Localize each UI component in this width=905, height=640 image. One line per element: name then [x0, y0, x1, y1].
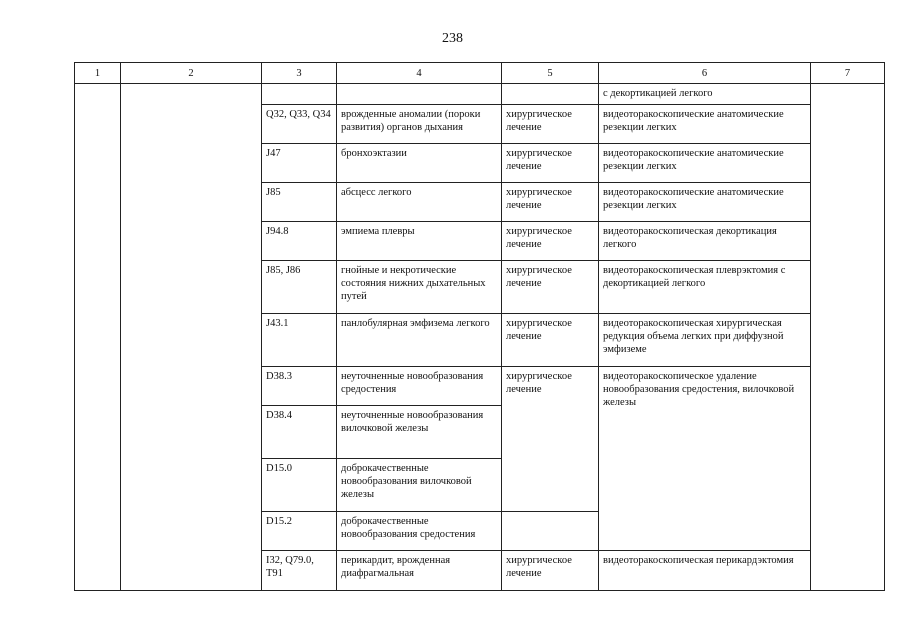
diagnosis-cell: панлобулярная эмфизема легкого: [337, 314, 502, 367]
column-2-cell: [121, 84, 262, 591]
treatment-cell: хирургическое лечение: [502, 222, 599, 261]
diagnosis-cell: неуточненные новообразования вилочковой железы: [337, 406, 502, 459]
code-cell: D38.3: [262, 367, 337, 406]
method-cell: видеоторакоскопическая плеврэктомия с декортикацией легкого: [599, 261, 811, 314]
column-1-cell: [75, 84, 121, 591]
code-cell: D15.0: [262, 459, 337, 512]
method-cell: видеоторакоскопические анатомические резекции легких: [599, 183, 811, 222]
treatment-cell: хирургическое лечение: [502, 551, 599, 591]
header-row: [75, 63, 885, 84]
method-cell: видеоторакоскопическая перикардэктомия: [599, 551, 811, 591]
diagnosis-cell: перикардит, врожденная диафрагмальная: [337, 551, 502, 591]
method-cell: видеоторакоскопические анатомические резекции легких: [599, 105, 811, 144]
code-cell: J85, J86: [262, 261, 337, 314]
column-7-cell: [811, 84, 885, 591]
table-row: [75, 84, 885, 105]
treatment-cell: хирургическое лечение: [502, 144, 599, 183]
diagnosis-cell: доброкачественные новообразования средостения: [337, 512, 502, 551]
header-cell: 6: [599, 63, 811, 84]
code-cell: D38.4: [262, 406, 337, 459]
treatment-cell: хирургическое лечение: [502, 261, 599, 314]
diagnosis-cell: [337, 84, 502, 105]
header-cell: 1: [75, 63, 121, 84]
header-cell: 7: [811, 63, 885, 84]
treatment-cell: хирургическое лечение: [502, 105, 599, 144]
page-number: 238: [442, 31, 463, 46]
code-cell: J47: [262, 144, 337, 183]
diagnosis-cell: врожденные аномалии (пороки развития) органов дыхания: [337, 105, 502, 144]
diagnosis-cell: бронхоэктазии: [337, 144, 502, 183]
treatment-cell: хирургическое лечение: [502, 314, 599, 367]
method-cell: видеоторакоскопические анатомические резекции легких: [599, 144, 811, 183]
treatment-cell: [502, 84, 599, 105]
method-cell: видеоторакоскопическая декортикация легкого: [599, 222, 811, 261]
treatment-cell: хирургическое лечение: [502, 183, 599, 222]
code-cell: D15.2: [262, 512, 337, 551]
diagnosis-cell: неуточненные новообразования средостения: [337, 367, 502, 406]
method-cell: видеоторакоскопическое удаление новообразования средостения, вилочковой железы: [599, 367, 811, 551]
diagnosis-cell: абсцесс легкого: [337, 183, 502, 222]
empty-cell: [502, 512, 599, 551]
code-cell: I32, Q79.0, T91: [262, 551, 337, 591]
header-cell: 3: [262, 63, 337, 84]
diagnosis-cell: гнойные и некротические состояния нижних дыхательных путей: [337, 261, 502, 314]
header-cell: 5: [502, 63, 599, 84]
code-cell: Q32, Q33, Q34: [262, 105, 337, 144]
code-cell: J43.1: [262, 314, 337, 367]
header-cell: 4: [337, 63, 502, 84]
code-cell: [262, 84, 337, 105]
code-cell: J94.8: [262, 222, 337, 261]
method-cell: видеоторакоскопическая хирургическая редукция объема легких при диффузной эмфиземе: [599, 314, 811, 367]
code-cell: J85: [262, 183, 337, 222]
medical-procedures-table: [74, 62, 885, 591]
diagnosis-cell: доброкачественные новообразования вилочковой железы: [337, 459, 502, 512]
diagnosis-cell: эмпиема плевры: [337, 222, 502, 261]
header-cell: 2: [121, 63, 262, 84]
method-cell: с декортикацией легкого: [599, 84, 811, 105]
treatment-cell: хирургическое лечение: [502, 367, 599, 512]
